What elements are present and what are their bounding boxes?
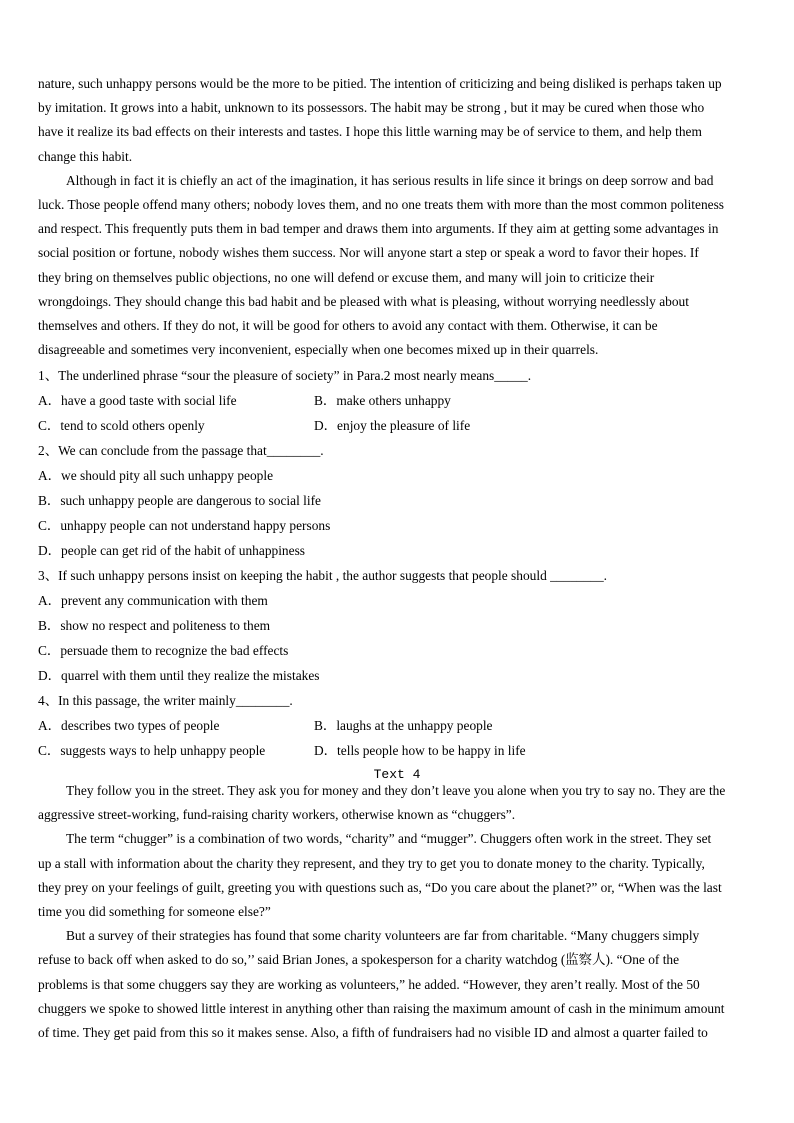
option-a: A．prevent any communication with them <box>38 593 268 608</box>
option-d: D．enjoy the pleasure of life <box>314 418 471 433</box>
text4-passage <box>38 779 768 1045</box>
text-line: up a stall with information about the charity they represent, and they try to get you to donate money to the charity. Typically, <box>38 855 705 871</box>
text-line: nature, such unhappy persons would be the more to be pitied. The intention of criticizing and being disliked is perhaps taken up <box>38 76 722 91</box>
text-line: social position or fortune, nobody wishes them success. Nor will anyone start a step or speak a word to favor their hopes. If <box>38 245 699 261</box>
question-3-stem: 3、If such unhappy persons insist on keeping the habit , the author suggests that people should ________. <box>38 568 608 583</box>
text-line: time you did something for someone else?” <box>38 903 271 919</box>
text-line: they prey on your feelings of guilt, greeting you with questions such as, “Do you care about the planet?” or, “When was the last <box>38 879 722 895</box>
option-d: D．people can get rid of the habit of unhappiness <box>38 543 305 558</box>
text-line: have it realize its bad effects on their interests and tastes. I hope this little warning may be of service to them, and help them <box>38 124 702 140</box>
question-4-options-row <box>38 713 768 738</box>
text-line: refuse to back off when asked to do so,’’ said Brian Jones, a spokesperson for a charity watchdog (监察人). “One of the <box>38 952 680 968</box>
option-b: B．laughs at the unhappy people <box>314 718 493 733</box>
option-c: C．unhappy people can not understand happy persons <box>38 518 331 533</box>
option-d: D．quarrel with them until they realize the mistakes <box>38 668 320 683</box>
text-line: change this habit. <box>38 148 133 164</box>
question-1-options-row <box>38 413 768 438</box>
option-b: B．such unhappy people are dangerous to social life <box>38 493 321 508</box>
question-1-options-row <box>38 388 768 413</box>
text-line: and respect. This frequently puts them in bad temper and draws them into arguments. If they aim at getting some advantages in <box>38 221 719 237</box>
questions <box>38 363 768 763</box>
text-line: Although in fact it is chiefly an act of the imagination, it has serious results in life since it brings on deep sorrow and bad <box>66 172 714 188</box>
question-2-stem: 2、We can conclude from the passage that________. <box>38 443 324 458</box>
text-line: of time. They get paid from this so it makes sense. Also, a fifth of fundraisers had no visible ID and almost a quarter failed to <box>38 1024 708 1040</box>
text-line: disagreeable and sometimes very inconvenient, especially when one becomes mixed up in their quarrels. <box>38 342 599 358</box>
text-line: The term “chugger” is a combination of two words, “charity” and “mugger”. Chuggers often work in the street. They set <box>66 831 712 847</box>
text-line: luck. Those people offend many others; nobody loves them, and no one treats them with more than the most common politeness <box>38 196 725 212</box>
option-a: A．have a good taste with social life <box>38 393 237 408</box>
text-line: problems is that some chuggers say they are working as volunteers,” he added. “However, they aren’t really. Most of the 50 <box>38 976 700 992</box>
option-d: D．tells people how to be happy in life <box>314 743 526 758</box>
text-line: aggressive street-working, fund-raising charity workers, otherwise known as “chuggers”. <box>38 807 516 823</box>
text-line: They follow you in the street. They ask you for money and they don’t leave you alone when you try to say no. They are the <box>66 783 726 798</box>
question-4-stem: 4、In this passage, the writer mainly________. <box>38 693 293 708</box>
option-a: A．describes two types of people <box>38 718 220 733</box>
option-c: C．suggests ways to help unhappy people <box>38 743 266 758</box>
section-title: Text 4 <box>373 767 421 782</box>
question-1-stem: 1、The underlined phrase “sour the pleasure of society” in Para.2 most nearly means_____. <box>38 368 532 383</box>
passage-text <box>38 72 768 362</box>
text-line: they bring on themselves public objections, no one will defend or excuse them, and many will join to criticize their <box>38 269 655 285</box>
option-a: A．we should pity all such unhappy people <box>38 468 274 483</box>
text-line: by imitation. It grows into a habit, unknown to its possessors. The habit may be strong , but it may be cured when those who <box>38 100 705 116</box>
option-c: C．tend to scold others openly <box>38 418 205 433</box>
question-4-options-row <box>38 738 768 763</box>
text-line: But a survey of their strategies has found that some charity volunteers are far from charitable. “Many chuggers simply <box>66 928 700 944</box>
text-line: wrongdoings. They should change this bad habit and be pleased with what is pleasing, without worrying needlessly about <box>38 293 689 309</box>
option-c: C．persuade them to recognize the bad effects <box>38 643 289 658</box>
text-line: chuggers we spoke to showed little interest in anything other than raising the maximum amount of cash in the minimum amount <box>38 1000 725 1016</box>
text-line: themselves and others. If they do not, it will be good for others to avoid any contact with them. Otherwise, it can be <box>38 317 658 333</box>
option-b: B．show no respect and politeness to them <box>38 618 271 633</box>
option-b: B．make others unhappy <box>314 393 451 408</box>
